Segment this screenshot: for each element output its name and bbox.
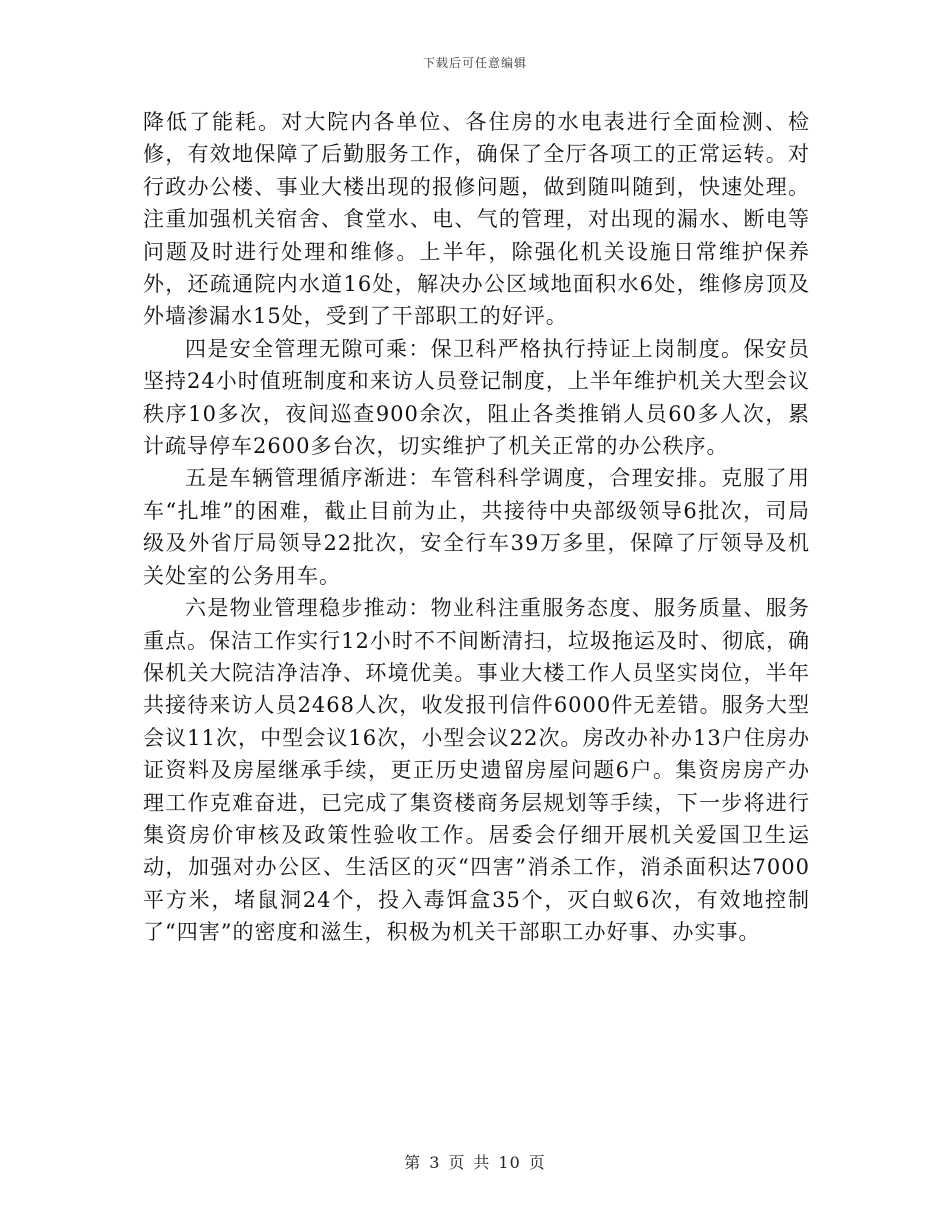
footer-page-prefix: 第 [404, 1153, 422, 1172]
footer-total-label: 共 [473, 1153, 491, 1172]
paragraph-3: 五是车辆管理循序渐进：车管科科学调度，合理安排。克服了用车“扎堆”的困难，截止目前为止，共接待中央部级领导6批次，司局级及外省厅局领导22批次，安全行车39万多里，保障了厅领导及机关处室的公务用车。 [143, 466, 810, 588]
page-footer [0, 1150, 950, 1173]
paragraph-4: 六是物业管理稳步推动：物业科注重服务态度、服务质量、服务重点。保洁工作实行12小时不不间断清扫，垃圾拖运及时、彻底，确保机关大院洁净洁净、环境优美。事业大楼工作人员坚实岗位，半年共接待来访人员2468人次，收发报刊信件6000件无差错。服务大型会议11次，中型会议16次，小型会议22次。房改办补办13户住房办证资料及房屋继承手续，更正历史遗留房屋问题6户。集资房房产办理工作克难奋进，已完成了集资楼商务层规划等手续，下一步将进行集资房价审核及政策性验收工作。居委会仔细开展机关爱国卫生运动，加强对办公区、生活区的灭“四害”消杀工作，消杀面积达7000平方米，堵鼠洞24个，投入毒饵盒35个，灭白蚁6次，有效地控制了“四害”的密度和滋生，积极为机关干部职工办好事、办实事。 [143, 596, 810, 945]
paragraph-1: 降低了能耗。对大院内各单位、各住房的水电表进行全面检测、检修，有效地保障了后勤服务工作，确保了全厅各项工的正常运转。对行政办公楼、事业大楼出现的报修问题，做到随叫随到，快速处理。 注重加强机关宿舍、食堂水、电、气的管理，对出现的漏水、断电等问题及时进行处理和维修。上半年，除强化机关设施日常维护保养外，还疏通院内水道16处，解决办公区域地面积水6处，维修房顶及外墙渗漏水15处，受到了干部职工的好评。 [143, 110, 810, 329]
footer-total-pages: 10 [498, 1153, 521, 1172]
footer-page-mid: 页 [448, 1153, 466, 1172]
footer-page-number: 3 [429, 1153, 441, 1172]
document-body [143, 106, 810, 949]
page-header: 下载后可任意编辑 [422, 56, 527, 70]
paragraph-2: 四是安全管理无隙可乘：保卫科严格执行持证上岗制度。保安员坚持24小时值班制度和来访人员登记制度，上半年维护机关大型会议秩序10多次，夜间巡查900余次，阻止各类推销人员60多人次，累计疏导停车2600多台次，切实维护了机关正常的办公秩序。 [143, 336, 810, 459]
footer-page-suffix: 页 [528, 1153, 546, 1172]
